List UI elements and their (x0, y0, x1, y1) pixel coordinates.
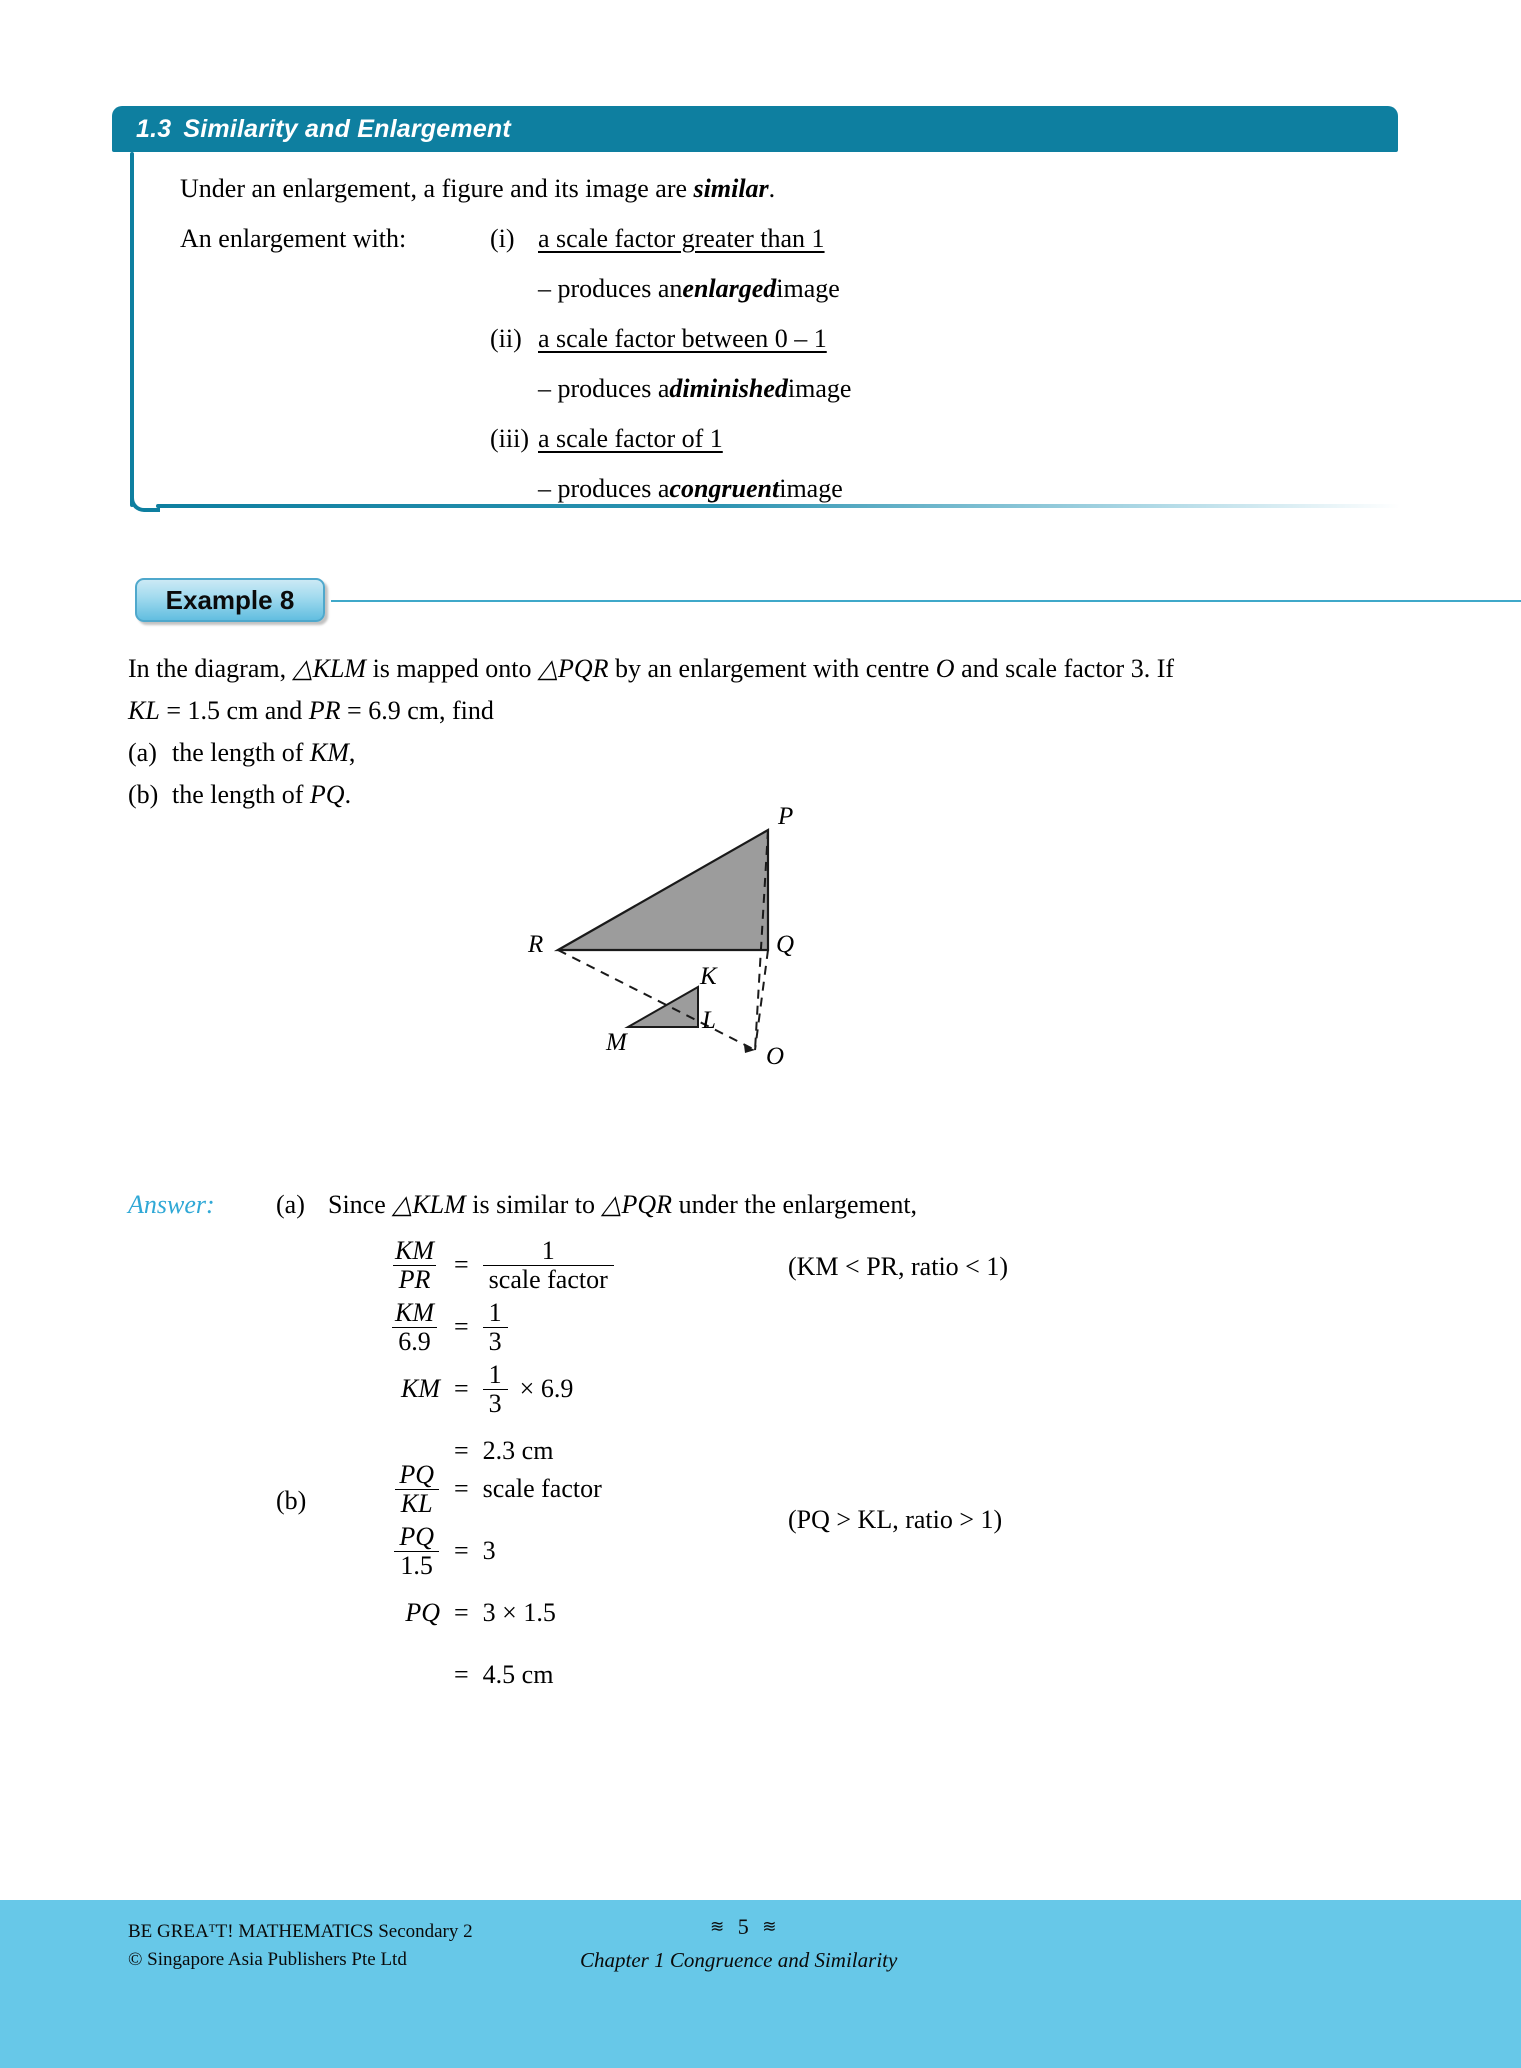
answer-part-a-side-note: (KM < PR, ratio < 1) (788, 1252, 1008, 1281)
answer-triangle-pqr: △PQR (601, 1190, 673, 1219)
fraction-denominator: PR (393, 1265, 437, 1293)
fraction-denominator: scale factor (483, 1265, 614, 1293)
answer-equation-row (328, 1582, 602, 1644)
answer-intro-a: Since (328, 1190, 393, 1219)
answer-equation-row (328, 1520, 602, 1582)
footer-chapter-title: Chapter 1 Congruence and Similarity (580, 1948, 898, 1972)
question-part-text-before: the length of (172, 738, 310, 767)
note-item-text: a scale factor of 1 (538, 424, 723, 453)
note-item-text: a scale factor between 0 – 1 (538, 324, 827, 353)
answer-equation-row (328, 1458, 602, 1520)
diagram-label-p: P (778, 803, 794, 830)
footer-copyright: © Singapore Asia Publishers Pte Ltd (128, 1949, 407, 1970)
section-title (136, 115, 511, 144)
enlargement-diagram (480, 795, 1040, 1095)
question-part-symbol: PQ (309, 780, 345, 809)
note-item-result (490, 476, 851, 526)
answer-part-a-result: 2.3 cm (482, 1436, 554, 1465)
answer-part-b-side-note: (PQ > KL, ratio > 1) (788, 1505, 1003, 1534)
footer-book-title: BE GREAᵀT! MATHEMATICS Secondary 2 (128, 1921, 473, 1942)
note-intro-line (180, 176, 775, 202)
equation-lhs: KM (401, 1374, 440, 1403)
note-item-result-bold: enlarged (682, 274, 777, 303)
answer-part-a-math (328, 1234, 614, 1482)
question-line-2 (128, 690, 1388, 732)
note-item-text: a scale factor greater than 1 (538, 224, 825, 253)
equals-sign: = (454, 1474, 469, 1503)
note-item-list (490, 226, 851, 526)
equation-tail: × 6.9 (519, 1374, 574, 1403)
ornament-left-icon: ≋ (710, 1917, 725, 1936)
example-tab-label: Example 8 (165, 584, 295, 615)
fraction-km-over-pr (389, 1237, 440, 1293)
note-item-result-after: image (776, 274, 840, 303)
equation-rhs: scale factor (482, 1474, 602, 1503)
ray-o-to-r (558, 950, 755, 1050)
note-intro-bold: similar (693, 174, 769, 203)
segment-pr: PR (308, 696, 341, 725)
diagram-label-o: O (766, 1043, 785, 1070)
question-text-c: by an enlargement with centre (608, 654, 936, 683)
equation-lhs: PQ (405, 1598, 440, 1627)
fraction-denominator: 3 (483, 1327, 508, 1355)
note-item (490, 326, 851, 376)
answer-equation-row (328, 1234, 614, 1296)
note-box (130, 152, 1400, 537)
note-item-result-bold: diminished (669, 374, 788, 403)
equals-sign: = (454, 1250, 469, 1279)
page-footer (0, 1900, 1521, 2068)
equation-lhs (328, 1461, 440, 1517)
diagram-label-k: K (700, 963, 717, 990)
fraction-denominator: KL (395, 1489, 439, 1517)
answer-equation-row (328, 1358, 614, 1420)
note-item-result-before: – produces an (538, 274, 683, 303)
diagram-label-r: R (528, 931, 544, 958)
equation-lhs (328, 1299, 440, 1355)
question-part-text (172, 774, 351, 816)
fraction-denominator: 1.5 (394, 1551, 439, 1579)
note-item-marker: (ii) (490, 324, 522, 353)
note-item-result (490, 376, 851, 426)
triangle-pqr: △PQR (537, 654, 609, 683)
diagram-label-l: L (702, 1007, 716, 1034)
page-number: 5 (737, 1914, 749, 1939)
fraction-pq-over-15 (393, 1523, 440, 1579)
triangle-klm: △KLM (292, 654, 367, 683)
question-block (128, 648, 1388, 816)
question-part-marker: (b) (128, 780, 159, 809)
note-box-corner (130, 482, 160, 512)
note-item-marker: (iii) (490, 424, 529, 453)
equals-sign: = (454, 1374, 469, 1403)
question-part-text-after: , (348, 738, 356, 767)
fraction-one-over-scale-factor (483, 1237, 614, 1293)
equation-rhs: 3 (482, 1536, 496, 1565)
diagram-label-q: Q (776, 931, 795, 958)
section-title-text: Similarity and Enlargement (183, 114, 511, 143)
section-number: 1.3 (136, 114, 172, 143)
question-line-1 (128, 648, 1388, 690)
fraction-one-third (483, 1299, 508, 1355)
question-part (128, 732, 1388, 774)
answer-part-b-math (328, 1458, 602, 1706)
question-part-text (172, 732, 355, 774)
answer-part-a-intro (328, 1190, 917, 1220)
note-lead-line: An enlargement with: (180, 224, 407, 253)
equation-lhs (328, 1523, 440, 1579)
note-item-result-after: image (787, 374, 852, 403)
example-divider-rule (331, 600, 1521, 602)
fraction-numerator: 1 (488, 1360, 502, 1390)
question-part-symbol: KM (309, 738, 349, 767)
answer-intro-c: under the enlargement, (672, 1190, 918, 1219)
footer-page-number-group (710, 1914, 777, 1940)
triangle-pqr-shape (558, 830, 768, 950)
diagram-label-m: M (606, 1029, 627, 1056)
equals-sign: = (454, 1312, 469, 1341)
triangle-klm-shape (628, 987, 698, 1027)
answer-equation-row (328, 1296, 614, 1358)
fraction-pq-over-kl (393, 1461, 440, 1517)
note-item-result-before: – produces a (538, 474, 670, 503)
equation-rhs: 3 × 1.5 (482, 1598, 556, 1627)
answer-label: Answer: (128, 1190, 215, 1219)
fraction-km-over-69 (389, 1299, 440, 1355)
question-line2-a: = 1.5 cm and (159, 696, 309, 725)
note-intro-before: Under an enlargement, a figure and its image are (180, 174, 694, 203)
footer-left-text (128, 1918, 473, 1974)
note-item-result-bold: congruent (669, 474, 780, 503)
example-header (135, 578, 1395, 624)
note-item-result-after: image (779, 474, 843, 503)
question-text-a: In the diagram, (128, 654, 293, 683)
equals-sign: = (454, 1536, 469, 1565)
note-box-left-rule (130, 152, 134, 507)
fraction-denominator: 6.9 (392, 1327, 437, 1355)
question-text-b: is mapped onto (366, 654, 538, 683)
question-part-text-after: . (344, 780, 352, 809)
ornament-right-icon: ≋ (762, 1917, 777, 1936)
note-item-result-before: – produces a (538, 374, 670, 403)
question-text-d: and scale factor 3. If (954, 654, 1175, 683)
fraction-numerator: KM (395, 1298, 434, 1328)
fraction-one-third (483, 1361, 508, 1417)
diagram-svg (480, 795, 1040, 1095)
answer-part-b-marker: (b) (276, 1486, 307, 1515)
answer-intro-b: is similar to (465, 1190, 602, 1219)
equation-lhs (328, 1237, 440, 1293)
note-item (490, 426, 851, 476)
fraction-numerator: PQ (399, 1522, 434, 1552)
note-item (490, 226, 851, 276)
question-part-marker: (a) (128, 738, 157, 767)
fraction-numerator: KM (395, 1236, 434, 1266)
ray-o-to-q (755, 950, 768, 1050)
question-part-text-before: the length of (172, 780, 310, 809)
equals-sign: = (454, 1660, 469, 1689)
fraction-denominator: 3 (483, 1389, 508, 1417)
note-item-marker: (i) (490, 224, 515, 253)
equals-sign: = (454, 1598, 469, 1627)
answer-part-a-marker: (a) (276, 1190, 305, 1219)
answer-equation-row (328, 1644, 602, 1706)
answer-triangle-klm: △KLM (392, 1190, 466, 1219)
fraction-numerator: 1 (541, 1236, 555, 1266)
segment-kl: KL (128, 696, 160, 725)
fraction-numerator: 1 (488, 1298, 502, 1328)
equals-sign: = (454, 1436, 469, 1465)
fraction-numerator: PQ (399, 1460, 434, 1490)
note-item-result (490, 276, 851, 326)
answer-part-b-result: 4.5 cm (482, 1660, 554, 1689)
example-tab (135, 578, 325, 622)
question-line2-b: = 6.9 cm, find (340, 696, 494, 725)
centre-o: O (935, 654, 955, 683)
note-intro-after: . (768, 174, 776, 203)
section-header-bar (112, 106, 1398, 152)
